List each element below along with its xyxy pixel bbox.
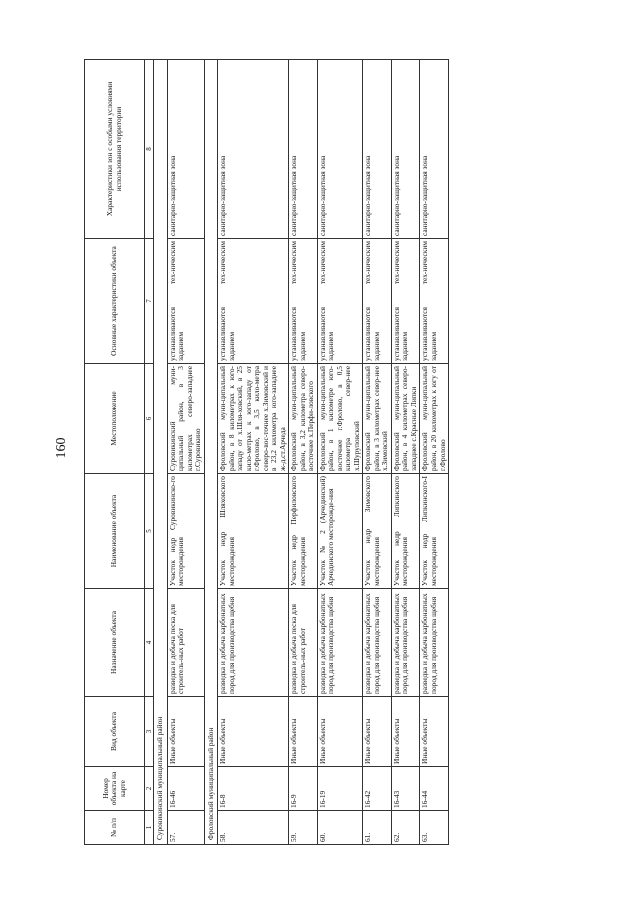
cell-kind: Иные объекты [391, 697, 420, 767]
cell-location: Фроловский муни-ципальный район, в 20 километрах к югу от г.Фролово [420, 364, 449, 474]
cell-specs: устанавливаются тех-ническим заданием [391, 239, 420, 364]
cell-purpose: разведка и добыча карбонатных пород для производства щебня [317, 589, 363, 697]
cell-zone: санитарно-защитная зона [420, 60, 449, 239]
column-number: 2 [145, 767, 154, 811]
cell-specs: устанавливаются тех-ническим заданием [363, 239, 392, 364]
table-row [218, 60, 289, 845]
cell-id: 16-19 [317, 767, 363, 811]
column-number: 7 [145, 239, 154, 364]
cell-specs: устанавливаются тех-ническим заданием [317, 239, 363, 364]
column-number: 3 [145, 697, 154, 767]
cell-name: Участок недр Перфиловского месторождения [289, 474, 318, 589]
cell-n: 61. [363, 811, 392, 845]
cell-n: 62. [391, 811, 420, 845]
cell-kind: Иные объекты [363, 697, 392, 767]
cell-purpose: разведка и добыча карбонатных пород для производства щебня [218, 589, 289, 697]
header-cell: Назначение объекта [85, 589, 145, 697]
header-cell: Основные характеристики объекта [85, 239, 145, 364]
cell-id: 16-8 [218, 767, 289, 811]
cell-id: 16-44 [420, 767, 449, 811]
cell-zone: санитарно-защитная зона [363, 60, 392, 239]
objects-table [84, 59, 449, 845]
cell-location: Фроловский муни-ципальный район, в 8 километрах к юго-западу от х.Шля-ховский, в 25 кило-метрах к юго-западу от г.Фролово, в 3,5 кило-метра северо-вос-точнее х.Зимовский и в 23,2 километра юго-западнее ж-д.ст.Арчеда [218, 364, 289, 474]
cell-name: Участок недр Шляховского месторождения [218, 474, 289, 589]
table-row [289, 60, 318, 845]
table-body [154, 60, 449, 845]
cell-zone: санитарно-защитная зона [167, 60, 204, 239]
column-number: 4 [145, 589, 154, 697]
section-row [204, 60, 218, 845]
cell-name: Участок недр Зимовского месторождения [363, 474, 392, 589]
cell-location: Суровикинский муни-ципальный район, в 3 километрах северо-западнее г.Суровикино [167, 364, 204, 474]
cell-id: 16-43 [391, 767, 420, 811]
cell-purpose: разведка и добыча карбонатных пород для производства щебня [363, 589, 392, 697]
header-cell: № п/п [85, 811, 145, 845]
cell-specs: устанавливаются тех-ническим заданием [289, 239, 318, 364]
column-number: 6 [145, 364, 154, 474]
table-row [363, 60, 392, 845]
cell-specs: устанавливаются тех-ническим заданием [167, 239, 204, 364]
column-number: 8 [145, 60, 154, 239]
column-number: 5 [145, 474, 154, 589]
cell-name: Участок недр Липкинского-I месторождения [420, 474, 449, 589]
section-row [154, 60, 168, 845]
cell-kind: Иные объекты [167, 697, 204, 767]
table-row [317, 60, 363, 845]
cell-zone: санитарно-защитная зона [391, 60, 420, 239]
column-number: 1 [145, 811, 154, 845]
header-cell: Вид объекта [85, 697, 145, 767]
cell-zone: санитарно-защитная зона [218, 60, 289, 239]
cell-id: 16-46 [167, 767, 204, 811]
cell-name: Участок № 2 (Арчединский) Арчединского месторожде-ния [317, 474, 363, 589]
cell-purpose: разведка и добыча песка для строитель-ных работ [289, 589, 318, 697]
header-row [85, 60, 145, 845]
table-row [167, 60, 204, 845]
cell-location: Фроловский муни-ципальный район, в 3 километрах север-нее х.Зимовский [363, 364, 392, 474]
cell-id: 16-42 [363, 767, 392, 811]
section-title: Суровикинский муниципальный район [154, 60, 168, 845]
cell-n: 57. [167, 811, 204, 845]
cell-specs: устанавливаются тех-ническим заданием [218, 239, 289, 364]
cell-purpose: разведка и добыча песка для строитель-ных работ [167, 589, 204, 697]
cell-n: 63. [420, 811, 449, 845]
column-number-row [145, 60, 154, 845]
header-cell: Местоположение [85, 364, 145, 474]
cell-name: Участок недр Суровикинско-го месторождения [167, 474, 204, 589]
cell-location: Фроловский муни-ципальный район, в 4 километрах северо-западнее с.Красные Липки [391, 364, 420, 474]
cell-specs: устанавливаются тех-ническим заданием [420, 239, 449, 364]
cell-location: Фроловский муни-ципальный район, в 1 километре юго-восточнее г.Фролово, в 0,5 километра север-нее х.Шуруповский [317, 364, 363, 474]
cell-kind: Иные объекты [420, 697, 449, 767]
cell-kind: Иные объекты [218, 697, 289, 767]
cell-zone: санитарно-защитная зона [289, 60, 318, 239]
document-table-container [84, 60, 599, 845]
cell-location: Фроловский муни-ципальный район, в 3,2 километра северо-восточнее х.Перфи-ловского [289, 364, 318, 474]
cell-n: 58. [218, 811, 289, 845]
cell-name: Участок недр Липкинского месторождения [391, 474, 420, 589]
cell-kind: Иные объекты [317, 697, 363, 767]
cell-id: 16-9 [289, 767, 318, 811]
cell-zone: санитарно-защитная зона [317, 60, 363, 239]
header-cell: Номер объекта на карте [85, 767, 145, 811]
page-number: 160 [54, 437, 69, 459]
cell-kind: Иные объекты [289, 697, 318, 767]
cell-purpose: разведка и добыча карбонатных пород для производства щебня [420, 589, 449, 697]
table-row [391, 60, 420, 845]
table-row [420, 60, 449, 845]
cell-n: 59. [289, 811, 318, 845]
header-cell: Наименование объекта [85, 474, 145, 589]
section-title: Фроловский муниципальный район [204, 60, 218, 845]
cell-purpose: разведка и добыча карбонатных пород для производства щебня [391, 589, 420, 697]
cell-n: 60. [317, 811, 363, 845]
header-cell: Характеристики зон с особыми условиями использования территории [85, 60, 145, 239]
